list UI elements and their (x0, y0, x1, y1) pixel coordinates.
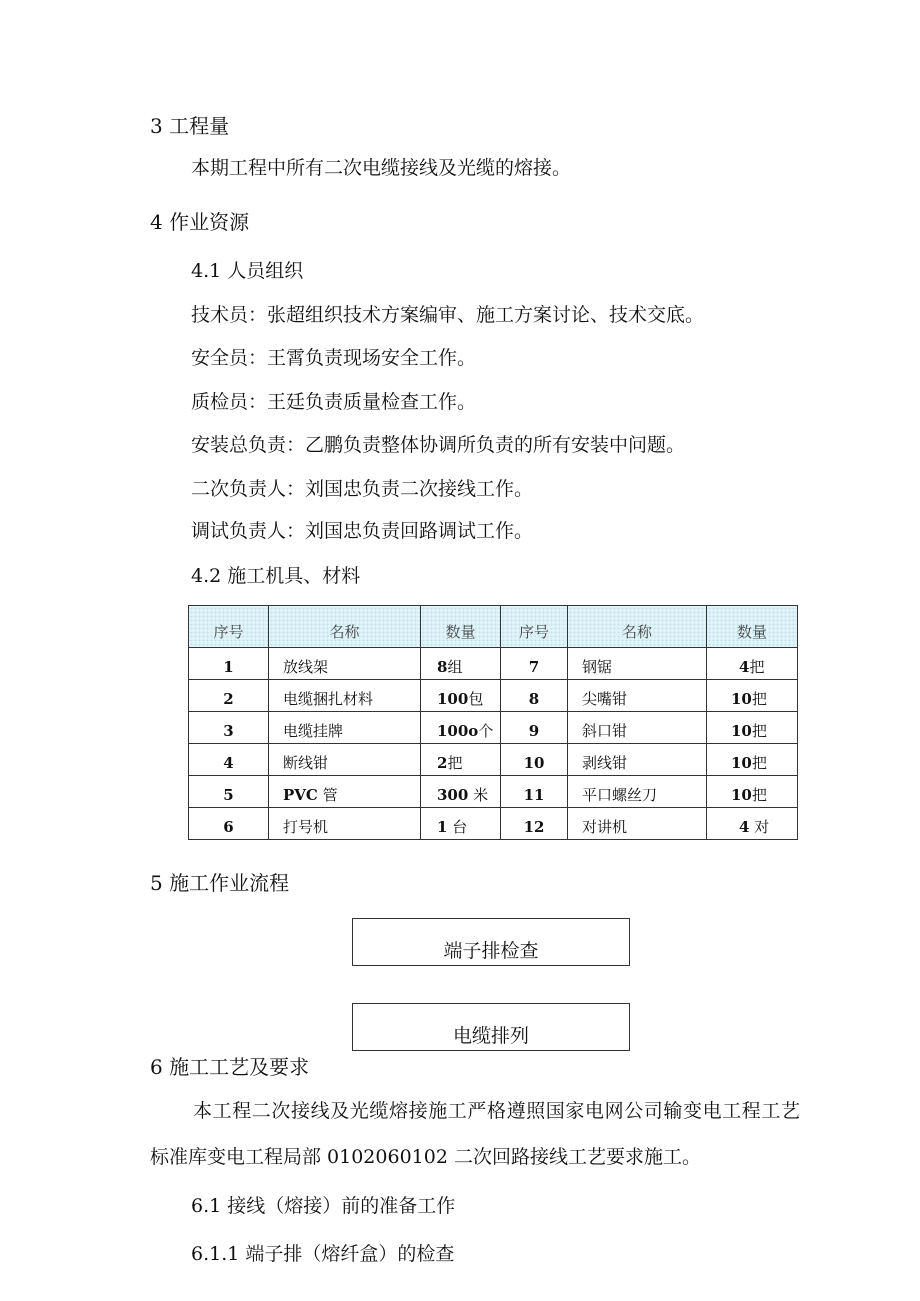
section-6-title: 6 施工工艺及要求 (150, 1055, 310, 1079)
section-4-title: 4 作业资源 (150, 210, 250, 234)
name-cell: 平口螺丝刀 (568, 776, 707, 808)
name-cell: 斜口钳 (568, 712, 707, 744)
section-6-1-title: 6.1 接线（熔接）前的准备工作 (191, 1195, 456, 1217)
index-cell: 10 (501, 744, 568, 776)
header-cell: 序号 (501, 606, 568, 648)
index-cell: 7 (501, 648, 568, 680)
quantity-cell: 100包 (421, 680, 501, 712)
index-cell: 3 (189, 712, 269, 744)
table-row (189, 808, 798, 840)
quantity-cell: 10把 (707, 712, 798, 744)
name-cell: 放线架 (269, 648, 421, 680)
flow-step-cable-arrangement: 电缆排列 (352, 1003, 630, 1051)
index-cell: 1 (189, 648, 269, 680)
section-6-1-1-title: 6.1.1 端子排（熔纤盒）的检查 (191, 1243, 455, 1265)
section-5-title: 5 施工作业流程 (150, 871, 290, 895)
name-cell: 电缆捆扎材料 (269, 680, 421, 712)
quantity-cell: 10把 (707, 680, 798, 712)
header-cell: 名称 (269, 606, 421, 648)
section-4-1-title: 4.1 人员组织 (191, 260, 304, 282)
index-cell: 2 (189, 680, 269, 712)
quantity-cell: 10把 (707, 776, 798, 808)
table-header-row (189, 606, 798, 648)
index-cell: 8 (501, 680, 568, 712)
index-cell: 12 (501, 808, 568, 840)
quantity-cell: 1 台 (421, 808, 501, 840)
section-6-text-line2: 标准库变电工程局部 0102060102 二次回路接线工艺要求施工。 (150, 1146, 701, 1168)
header-cell: 数量 (707, 606, 798, 648)
quantity-cell: 2把 (421, 744, 501, 776)
name-cell: 断线钳 (269, 744, 421, 776)
quantity-cell: 10把 (707, 744, 798, 776)
name-cell: PVC 管 (269, 776, 421, 808)
section-3-title: 3 工程量 (150, 114, 230, 138)
quantity-cell: 4 对 (707, 808, 798, 840)
name-cell: 钢锯 (568, 648, 707, 680)
quantity-cell: 100o个 (421, 712, 501, 744)
header-cell: 名称 (568, 606, 707, 648)
personnel-line: 安全员：王霄负责现场安全工作。 (191, 347, 477, 369)
tools-materials-table (188, 605, 798, 840)
name-cell: 打号机 (269, 808, 421, 840)
table-row (189, 776, 798, 808)
quantity-cell: 300 米 (421, 776, 501, 808)
table-row (189, 648, 798, 680)
table-row (189, 744, 798, 776)
table-row (189, 680, 798, 712)
index-cell: 9 (501, 712, 568, 744)
table-row (189, 712, 798, 744)
header-cell: 序号 (189, 606, 269, 648)
personnel-line: 质检员：王廷负责质量检查工作。 (191, 391, 477, 413)
header-cell: 数量 (421, 606, 501, 648)
index-cell: 4 (189, 744, 269, 776)
section-6-text-line1: 本工程二次接线及光缆熔接施工严格遵照国家电网公司输变电工程工艺 (193, 1100, 801, 1122)
index-cell: 5 (189, 776, 269, 808)
name-cell: 尖嘴钳 (568, 680, 707, 712)
section-4-2-title: 4.2 施工机具、材料 (191, 565, 361, 587)
personnel-line: 调试负责人：刘国忠负责回路调试工作。 (191, 520, 534, 542)
index-cell: 6 (189, 808, 269, 840)
personnel-line: 二次负责人：刘国忠负责二次接线工作。 (191, 478, 534, 500)
flow-step-terminal-check: 端子排检查 (352, 918, 630, 966)
quantity-cell: 8组 (421, 648, 501, 680)
name-cell: 电缆挂牌 (269, 712, 421, 744)
section-3-text: 本期工程中所有二次电缆接线及光缆的熔接。 (191, 157, 572, 179)
quantity-cell: 4把 (707, 648, 798, 680)
index-cell: 11 (501, 776, 568, 808)
name-cell: 对讲机 (568, 808, 707, 840)
personnel-line: 安装总负责：乙鹏负责整体协调所负责的所有安装中问题。 (191, 434, 686, 456)
name-cell: 剥线钳 (568, 744, 707, 776)
personnel-line: 技术员：张超组织技术方案编审、施工方案讨论、技术交底。 (191, 304, 705, 326)
